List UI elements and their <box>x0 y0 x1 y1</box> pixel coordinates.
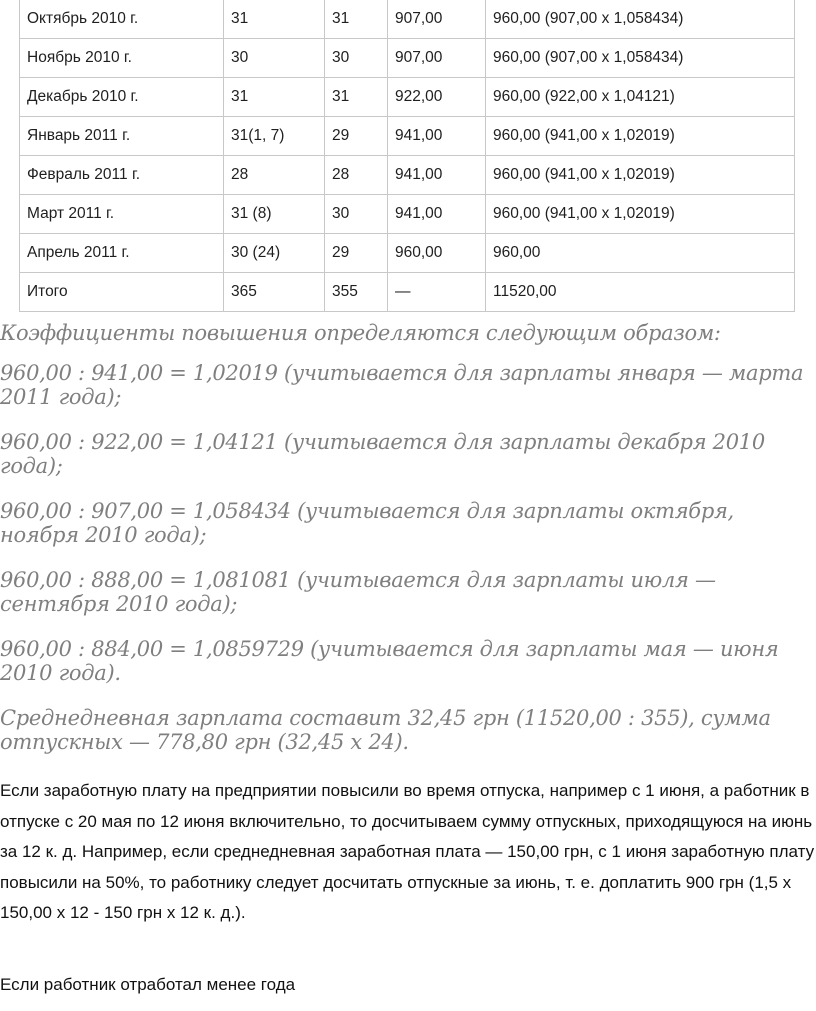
table-cell-month: Апрель 2011 г. <box>20 234 224 273</box>
coefficient-line: 960,00 : 922,00 = 1,04121 (учитывается для зарплаты декабря 2010 года); <box>0 430 765 478</box>
table-cell-days: 29 <box>325 234 388 273</box>
table-cell-salary: 941,00 <box>388 156 486 195</box>
table-row <box>20 78 795 117</box>
table-cell-salary: 941,00 <box>388 195 486 234</box>
table-cell-calendar-days: 31 <box>224 78 325 117</box>
table-cell-days: 31 <box>325 0 388 39</box>
table-cell-salary: 907,00 <box>388 39 486 78</box>
table-cell-month: Декабрь 2010 г. <box>20 78 224 117</box>
table-cell-month: Октябрь 2010 г. <box>20 0 224 39</box>
table-cell-days: 28 <box>325 156 388 195</box>
table-cell-adjusted-salary: 960,00 (922,00 х 1,04121) <box>486 78 795 117</box>
table-cell-total-days: 355 <box>325 273 388 312</box>
table-cell-month: Март 2011 г. <box>20 195 224 234</box>
table-cell-adjusted-salary: 960,00 (941,00 х 1,02019) <box>486 117 795 156</box>
table-cell-adjusted-salary: 960,00 <box>486 234 795 273</box>
table-row <box>20 195 795 234</box>
coefficients-intro: Коэффициенты повышения определяются следующим образом: <box>0 321 721 345</box>
table-row <box>20 234 795 273</box>
table-cell-days: 31 <box>325 78 388 117</box>
table-cell-calendar-days: 30 (24) <box>224 234 325 273</box>
coefficient-line: 960,00 : 884,00 = 1,0859729 (учитывается для зарплаты мая — июня 2010 года). <box>0 637 779 685</box>
table-cell-month: Ноябрь 2010 г. <box>20 39 224 78</box>
table-cell-adjusted-salary: 960,00 (907,00 х 1,058434) <box>486 0 795 39</box>
table-cell-calendar-days: 30 <box>224 39 325 78</box>
table-cell-days: 29 <box>325 117 388 156</box>
table-row <box>20 39 795 78</box>
table-cell-total-calendar-days: 365 <box>224 273 325 312</box>
table-cell-days: 30 <box>325 195 388 234</box>
table-cell-adjusted-salary: 960,00 (907,00 х 1,058434) <box>486 39 795 78</box>
table-cell-total-salary: — <box>388 273 486 312</box>
salary-raise-paragraph: Если заработную плату на предприятии повысили во время отпуска, например с 1 июня, а работник в отпуске с 20 мая по 12 июня включительно, то досчитываем сумму отпускных, приходящуюся на июнь за 12 к. д. Например, если среднедневная заработная плата — 150,00 грн, с 1 июня заработную плату повысили на 50%, то работнику следует досчитать отпускные за июнь, т. е. доплатить 900 грн (1,5 х 150,00 х 12 - 150 грн х 12 к. д.). <box>0 781 815 923</box>
table-cell-month: Февраль 2011 г. <box>20 156 224 195</box>
less-than-year-paragraph: Если работник отработал менее года <box>0 975 296 994</box>
table-cell-salary: 922,00 <box>388 78 486 117</box>
table-cell-calendar-days: 31(1, 7) <box>224 117 325 156</box>
table-cell-salary: 960,00 <box>388 234 486 273</box>
table-cell-total-adjusted-salary: 11520,00 <box>486 273 795 312</box>
table-cell-adjusted-salary: 960,00 (941,00 х 1,02019) <box>486 195 795 234</box>
coefficient-line: 960,00 : 888,00 = 1,081081 (учитывается для зарплаты июля — сентября 2010 года); <box>0 568 716 616</box>
table-cell-salary: 941,00 <box>388 117 486 156</box>
table-cell-days: 30 <box>325 39 388 78</box>
table-cell-adjusted-salary: 960,00 (941,00 х 1,02019) <box>486 156 795 195</box>
table-row <box>20 156 795 195</box>
table-row <box>20 117 795 156</box>
coefficient-line: 960,00 : 941,00 = 1,02019 (учитывается для зарплаты января — марта 2011 года); <box>0 361 804 409</box>
table-cell-calendar-days: 31 (8) <box>224 195 325 234</box>
table-total-row <box>20 273 795 312</box>
table-cell-month: Январь 2011 г. <box>20 117 224 156</box>
table-cell-calendar-days: 31 <box>224 0 325 39</box>
average-salary-note: Среднедневная зарплата составит 32,45 грн (11520,00 : 355), сумма отпускных — 778,80 грн (32,45 х 24). <box>0 706 771 754</box>
table-cell-salary: 907,00 <box>388 0 486 39</box>
table-row <box>20 0 795 39</box>
table-cell-calendar-days: 28 <box>224 156 325 195</box>
salary-table <box>19 0 795 312</box>
coefficient-line: 960,00 : 907,00 = 1,058434 (учитывается для зарплаты октября, ноября 2010 года); <box>0 499 734 547</box>
table-cell-total-label: Итого <box>20 273 224 312</box>
